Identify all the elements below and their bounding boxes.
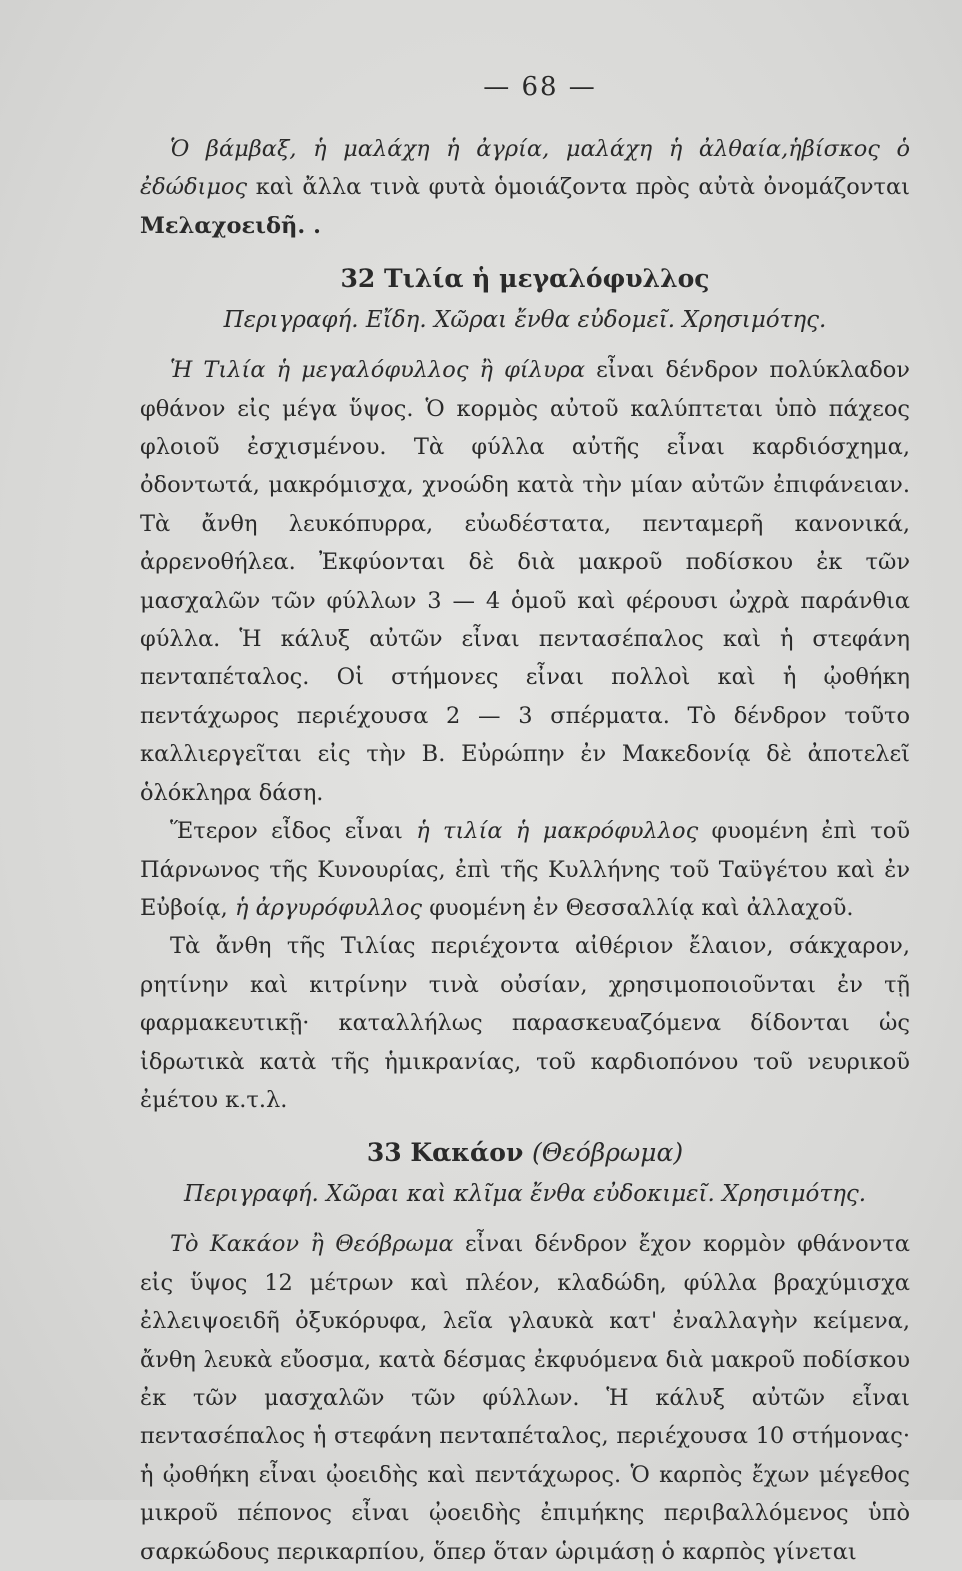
section-32-subtitle: Περιγραφή. Εἴδη. Χῶραι ἔνθα εὐδομεῖ. Χρησιμότης. <box>223 307 827 334</box>
tilia-species-text-c: φυομένη ἐν Θεσσαλλίᾳ καὶ ἀλλαχοῦ. <box>422 894 854 921</box>
malvaceae-text: καὶ ἄλλα τινὰ φυτὰ ὁμοιάζοντα πρὸς αὐτὰ ὀνομάζονται <box>247 174 910 201</box>
cacao-name: Τὸ Κακάον ἢ Θεόβρωμα <box>170 1231 454 1258</box>
page-number: — 68 — <box>483 72 597 102</box>
text-column <box>140 72 910 1571</box>
section-33-number: 33 <box>366 1138 402 1168</box>
section-32-heading <box>140 259 910 299</box>
section-33-title-paren: (Θεόβρωμα) <box>532 1138 684 1168</box>
paragraph-tilia-species <box>140 812 910 927</box>
malvaceae-family-name: Μελαχοειδῆ. . <box>140 212 321 239</box>
tilia-species-text-a: Ἕτερον εἶδος εἶναι <box>170 818 417 845</box>
paragraph-tilia-description <box>140 351 910 812</box>
section-32-number: 32 <box>340 264 376 294</box>
section-33-subtitle: Περιγραφή. Χῶραι καὶ κλῖμα ἔνθα εὐδοκιμεῖ. Χρησιμότης. <box>183 1181 867 1208</box>
malvaceae-species-list: Ὁ βάμβαξ, ἡ μαλάχη ἡ ἀγρία, μαλάχη ἡ ἀλθαία,ἡβίσκος ὁ ἐδώδιμος <box>140 136 910 201</box>
section-32-title: Τιλία ἡ μεγαλόφυλλος <box>384 264 710 294</box>
section-33-title: Κακάον <box>410 1138 524 1168</box>
tilia-description-text: εἶναι δένδρον πολύκλαδον φθάνον εἰς μέγα ὕψος. Ὁ κορμὸς αὐτοῦ καλύπτεται ὑπὸ πάχεος φλοιοῦ ἐσχισμένου. Τὰ φύλλα αὐτῆς εἶναι καρδιόσχημα, ὀδοντωτά, μακρόμισχα, χνοώδη κατὰ τὴν μίαν αὐτῶν ἐπιφάνειαν. Τὰ ἄνθη λευκόπυρρα, εὐωδέστατα, πενταμερῆ κανονικά, ἀρρενοθήλεα. Ἐκφύονται δὲ διὰ μακροῦ ποδίσκου ἐκ τῶν μασχαλῶν τῶν φύλλων 3 — 4 ὁμοῦ καὶ φέρουσι ὠχρὰ παράνθια φύλλα. Ἡ κάλυξ αὐτῶν εἶναι πεντασέπαλος καὶ ἡ στεφάνη πενταπέταλος. Οἱ στήμονες εἶναι πολλοὶ καὶ ἡ ᾠοθήκη πεντάχωρος περιέχουσα 2 — 3 σπέρματα. Τὸ δένδρον τοῦτο καλλιεργεῖται εἰς τὴν Β. Εὐρώπην ἐν Μακεδονίᾳ δὲ ἀποτελεῖ ὁλόκληρα δάση. <box>140 357 910 806</box>
tilia-species-name-1: ἡ τιλία ἡ μακρόφυλλος <box>416 818 699 845</box>
tilia-species-name-2: ἡ ἀργυρόφυλλος <box>234 894 423 921</box>
paragraph-cacao-description <box>140 1225 910 1571</box>
paragraph-tilia-uses: Τὰ ἄνθη τῆς Τιλίας περιέχοντα αἰθέριον ἔλαιον, σάκχαρον, ρητίνην καὶ κιτρίνην τινὰ οὐσίαν, χρησιμοποιοῦνται ἐν τῇ φαρμακευτικῇ· καταλλήλως παρασκευαζόμενα δίδονται ὡς ἱδρωτικὰ κατὰ τῆς ἡμικρανίας, τοῦ καρδιοπόνου τοῦ νευρικοῦ ἐμέτου κ.τ.λ. <box>140 933 910 1113</box>
cacao-description-text: εἶναι δένδρον ἔχον κορμὸν φθάνοντα εἰς ὕψος 12 μέτρων καὶ πλέον, κλαδώδη, φύλλα βραχύμισχα ἐλλειψοειδῆ ὀξυκόρυφα, λεῖα γλαυκὰ κατ' ἐναλλαγὴν κείμενα, ἄνθη λευκὰ εὔοσμα, κατὰ δέσμας ἐκφυόμενα διὰ μακροῦ ποδίσκου ἐκ τῶν μασχαλῶν τῶν φύλλων. Ἡ κάλυξ αὐτῶν εἶναι πεντασέπαλος ἡ στεφάνη πενταπέταλος, περιέχουσα 10 στήμονας· ἡ ᾠοθήκη εἶναι ᾠοειδὴς καὶ πεντάχωρος. Ὁ καρπὸς ἔχων μέγεθος μικροῦ πέπονος εἶναι ᾠοειδὴς ἐπιμήκης περιβαλλόμενος ὑπὸ σαρκώδους περικαρπίου, ὅπερ ὅταν ὡριμάσῃ ὁ καρπὸς γίνεται <box>140 1231 910 1565</box>
tilia-species-text-b: φυομένη ἐπὶ τοῦ Πάρνωνος τῆς Κυνουρίας, ἐπὶ τῆς Κυλλήνης τοῦ Ταϋγέτου καὶ ἐν Εὐβοίᾳ, <box>140 818 910 921</box>
paragraph-malvaceae <box>140 130 910 245</box>
section-33-heading <box>140 1133 910 1173</box>
tilia-name: Ἡ Τιλία ἡ μεγαλόφυλλος ἢ φίλυρα <box>170 357 586 384</box>
